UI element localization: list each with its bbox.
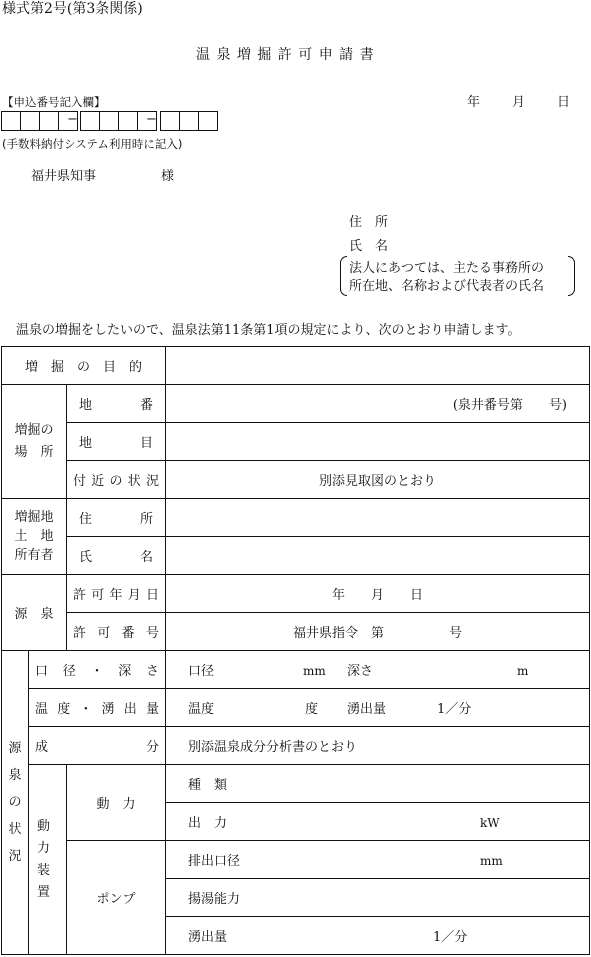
source-header: 源 泉: [2, 575, 67, 651]
date-year: 年: [467, 95, 481, 110]
app-number-box[interactable]: [20, 111, 40, 131]
applicant-note-line2: 所在地、名称および代表者の氏名: [349, 279, 545, 294]
application-number-note: (手数料納付システム利用時に記入): [2, 137, 183, 151]
temp-flow-field[interactable]: 温度 度 湧出量 1／分: [166, 689, 590, 727]
applicant-note-line1: 法人にあつては、主たる事務所の: [349, 261, 545, 276]
intro-text: 温泉の増掘をしたいので、温泉法第11条第1項の規定により、次のとおり申請します。: [16, 323, 521, 338]
location-header: 増掘の 場 所: [2, 385, 67, 499]
power-device-header: 動 力 装 置: [29, 765, 67, 955]
power-header: 動 力: [67, 765, 166, 841]
row-pump-diameter: [2, 841, 590, 879]
app-number-box[interactable]: [39, 111, 59, 131]
row-power-kind: [2, 765, 590, 803]
pump-header: ポンプ: [67, 841, 166, 955]
app-number-box[interactable]: [80, 111, 100, 131]
application-table: [1, 346, 590, 955]
owner-name-field[interactable]: [166, 537, 590, 575]
pump-diameter-field[interactable]: 排出口径 mm: [166, 841, 590, 879]
bracket-right: [568, 256, 575, 296]
row-surroundings: [2, 461, 590, 499]
addressee-honorific: 様: [161, 169, 175, 184]
owner-header: 増掘地 土 地 所有者: [2, 499, 67, 575]
status-header: 源 泉 の 状 況: [2, 651, 29, 955]
bracket-left: [340, 256, 347, 296]
page-title: 温 泉 増 掘 許 可 申 請 書: [196, 47, 375, 63]
app-number-box[interactable]: [118, 111, 138, 131]
addressee-name: 福井県知事: [31, 169, 97, 184]
purpose-label: 増 掘 の 目 的: [2, 347, 166, 385]
app-number-box[interactable]: [99, 111, 119, 131]
app-number-box[interactable]: [198, 111, 218, 131]
date-day: 日: [557, 95, 571, 110]
app-number-separator: −: [146, 112, 157, 127]
row-diameter-depth: [2, 651, 590, 689]
row-land-category: [2, 423, 590, 461]
row-purpose: [2, 347, 590, 385]
row-composition: [2, 727, 590, 765]
applicant-name-label: 氏 名: [349, 239, 389, 254]
app-number-box[interactable]: [1, 111, 21, 131]
owner-address-label: 住 所: [67, 499, 166, 537]
app-number-box[interactable]: [160, 111, 180, 131]
diameter-depth-field[interactable]: 口径 mm 深さ m: [166, 651, 590, 689]
row-owner-name: [2, 537, 590, 575]
row-permit-date: [2, 575, 590, 613]
power-kind-field[interactable]: 種 類: [166, 765, 590, 803]
lot-number-field[interactable]: (泉井番号第 号): [166, 385, 590, 423]
land-category-field[interactable]: [166, 423, 590, 461]
row-owner-address: [2, 499, 590, 537]
diameter-depth-label: 口径・深さ: [29, 651, 166, 689]
app-number-box[interactable]: [179, 111, 199, 131]
owner-address-field[interactable]: [166, 499, 590, 537]
permit-number-field[interactable]: 福井県指令 第 号: [166, 613, 590, 651]
power-output-field[interactable]: 出 力 kW: [166, 803, 590, 841]
row-permit-number: [2, 613, 590, 651]
applicant-address-label: 住 所: [349, 215, 389, 230]
purpose-field[interactable]: [166, 347, 590, 385]
permit-number-label: 許可番号: [67, 613, 166, 651]
row-temp-flow: [2, 689, 590, 727]
permit-date-field[interactable]: 年 月 日: [166, 575, 590, 613]
application-number-label: 【申込番号記入欄】: [2, 95, 106, 109]
composition-value: 別添温泉成分分析書のとおり: [166, 727, 590, 765]
composition-label: 成 分: [29, 727, 166, 765]
land-category-label: 地 目: [67, 423, 166, 461]
row-lot-number: [2, 385, 590, 423]
owner-name-label: 氏 名: [67, 537, 166, 575]
pump-flow-field[interactable]: 湧出量 1／分: [166, 917, 590, 955]
form-number: 様式第2号(第3条関係): [2, 1, 143, 17]
temp-flow-label: 温度・湧出量: [29, 689, 166, 727]
surroundings-value: 別添見取図のとおり: [166, 461, 590, 499]
permit-date-label: 許可年月日: [67, 575, 166, 613]
app-number-separator: −: [67, 112, 78, 127]
lot-number-label: 地 番: [67, 385, 166, 423]
date-month: 月: [512, 95, 526, 110]
pump-capacity-field[interactable]: 揚湯能力: [166, 879, 590, 917]
surroundings-label: 付近の状況: [67, 461, 166, 499]
